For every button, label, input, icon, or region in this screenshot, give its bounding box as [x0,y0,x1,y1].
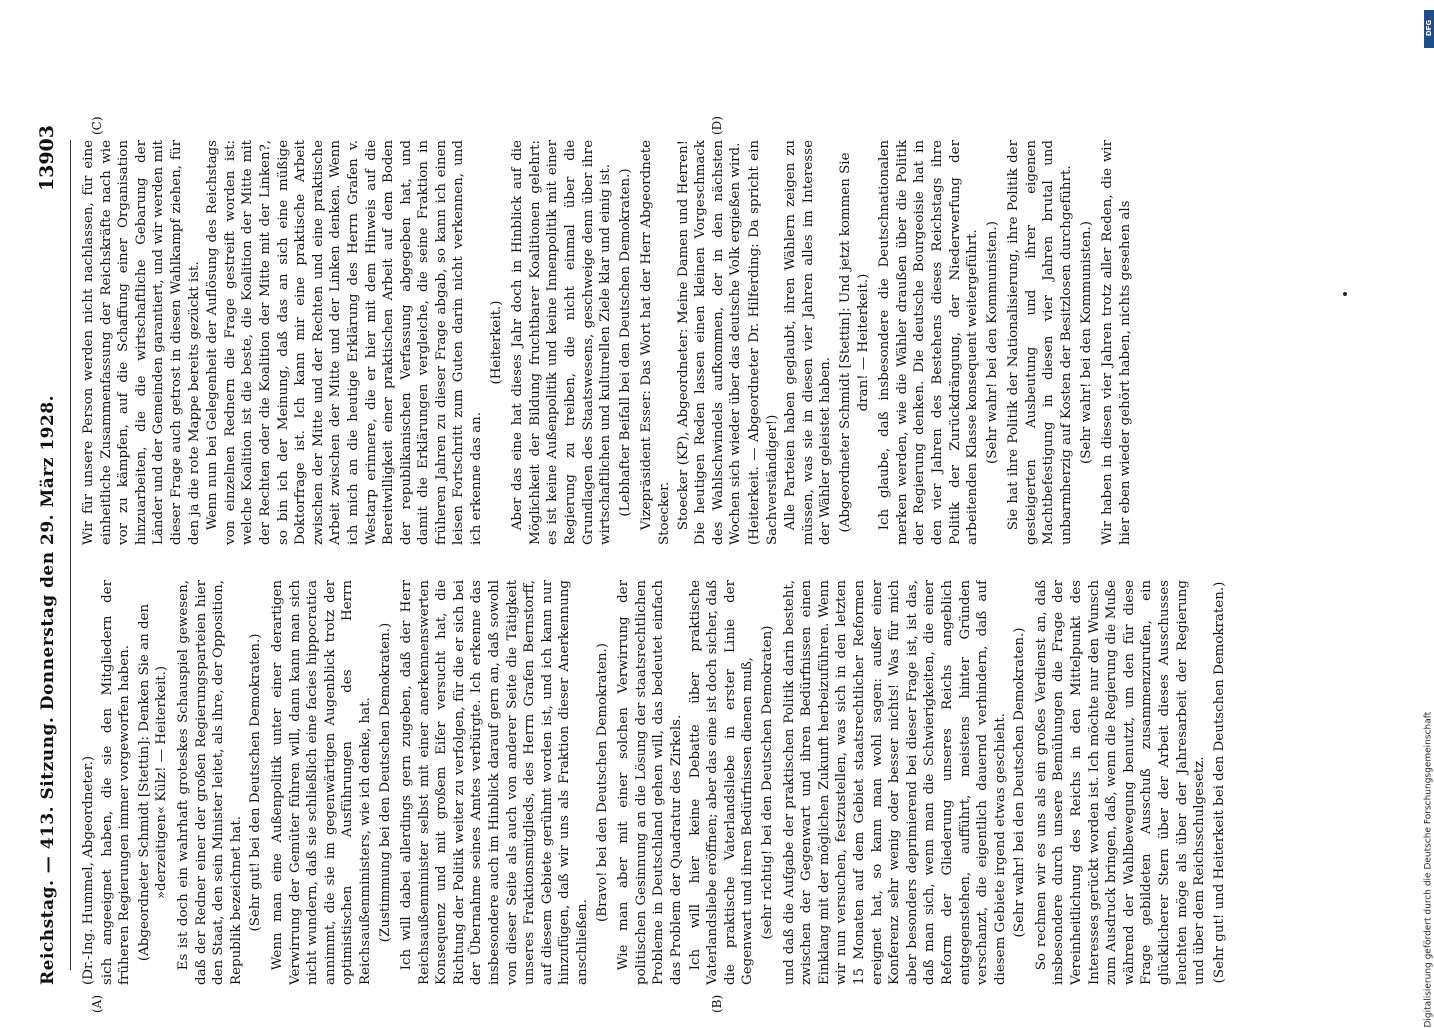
running-head: Reichstag. — 413. Sitzung. Donnerstag den 29. März 1928. [38,394,58,985]
right-column-paragraph: Vizepräsident Esser: Das Wort hat der Herr Abgeordnete Stoecker. [639,140,672,545]
left-column-paragraph: (Abgeordneter Schmidt [Stettin]: Denken Sie an den »derzeitigen« Külz! — Heiterkeit.) [136,603,170,962]
left-column-paragraph: Wie man aber mit einer solchen Verwirrung der politischen Gesinnung an die Lösung der staatsrechtlichen Probleme in Deutschland gehen will, das bedeutet einfach das Problem der Quadratur des Zirkels. [616,580,684,985]
left-column-paragraph: sich angeeignet haben, die sie den Mitgliedern der früheren Regierungen immer vorgeworfen haben. [99,580,133,985]
right-column-paragraph: Ich glaube, daß insbesondere die Deutschnationalen merken werden, wie die Wähler draußen über die Politik der Regierung denken. Die deutsche Bourgeoisie hat in den vier Jahren des Bestehens dieses Reichstags ihre Politik der Zurückdrängung, der Niederwerfung der arbeitenden Klasse konsequent weitergeführt. [877,140,981,545]
dfg-logo-text: DFG [1425,19,1433,37]
left-column-paragraph: (Zustimmung bei den Deutschen Demokraten.) [377,622,393,943]
left-column-paragraph: (sehr richtig! bei den Deutschen Demokraten) [759,625,775,940]
header-rule [70,140,71,970]
right-column-paragraph: Sie hat ihre Politik der Nationalisierung, ihre Politik der gesteigerten Ausbeutung und ihrer eigenen Machtbefestigung in diesen vier Jahren brutal und unbarmherzig auf Kosten der Besitzlosen durchgeführt. [1006,140,1075,545]
right-column-paragraph: Wir haben in diesen vier Jahren trotz aller Reden, die wir hier eben wieder gehört haben, nichts gesehen als [1100,140,1133,545]
right-column-paragraph: (Lebhafter Beifall bei den Deutschen Demokraten.) [617,168,633,517]
page-number: 13903 [36,125,58,192]
ink-speck [1343,292,1347,296]
left-column-paragraph: Ich will hier keine Debatte über praktische Vaterlandsliebe eröffnen; aber das eine ist doch sicher, daß die praktische Vaterlandsliebe in erster Linie der Gegenwart und ihren Bedürfnissen dienen muß, [687,580,756,985]
funding-notice: Digitalisierung gefördert durch die Deutsche Forschungsgemeinschaft [1423,711,1434,1028]
left-column-paragraph: und daß die Aufgabe der praktischen Politik darin besteht, zwischen der Gegenwart und ihren Bedürfnissen einen Einklang mit der möglichen Zukunft herbeizuführen. Wenn wir nun versuchen, festzustellen, was sich in den letzten 15 Monaten auf dem Gebiet staatsrechtlicher Reformen ereignet hat, so kann man wohl sagen: außer einer Konferenz sehr wenig oder besser nichts! Was für mich aber besonders deprimierend bei dieser Frage ist, ist das, daß man sich, wenn man die Schwierigkeiten, die einer Reform der Gliederung unseres Reichs angeblich entgegenstehen, aufführt, meistens hinter Gründen verschanzt, die eigentlich dauernd verhindern, daß auf diesem Gebiete irgend etwas geschieht. [781,580,1008,985]
margin-mark-a: (A) [90,994,104,1013]
right-column-paragraph: (Sehr wahr! bei den Kommunisten.) [1078,220,1094,465]
left-column-paragraph: (Dr.-Ing. Hummel, Abgeordneter.) [81,755,96,985]
right-column-paragraph: (Sehr wahr! bei den Kommunisten.) [984,220,1000,465]
right-column [80,140,1360,545]
right-column-paragraph: Wir für unsere Person werden nicht nachlassen, für eine einheitliche Zusammenfassung der Reichskräfte nach wie vor zu kämpfen, auf die Schaffung einer Organisation hinzuarbeiten, die die wirtschaftliche Gebarung der Länder und der Gemeinden garantiert, und wir werden mit dieser Frage auch getrost in diesen Wahlkampf ziehen, für den ja die rote Mappe bereits gezückt ist. [81,140,202,545]
left-column-paragraph: (Sehr gut! und Heiterkeit bei den Deutschen Demokraten.) [1211,581,1227,984]
left-column-paragraph: Ich will dabei allerdings gern zugeben, daß der Herr Reichsaußenminister selbst mit einer anerkennenswerten Konsequenz und mit großem Eifer versucht hat, die Richtung der Politik weiter zu verfolgen, für die er sich bei der Übernahme seines Amtes verbürgte. Ich erkenne das insbesondere auch im Hinblick darauf gern an, daß sowohl von dieser Seite als auch von anderer Seite die Tätigkeit unseres Fraktionsmitglieds, des Herrn Grafen Bernstorff, auf diesem Gebiete gerühmt worden ist, und ich kann nur hinzufügen, daß wir uns als Fraktion dieser Anerkennung anschließen. [399,580,591,985]
left-column-paragraph: So rechnen wir es uns als ein großes Verdienst an, daß insbesondere durch unsere Bemühungen die Frage der Vereinheitlichung des Reichs in den Mittelpunkt des Interesses gerückt worden ist. Ich möchte nur den Wunsch zum Ausdruck bringen, daß, wenn die Regierung die Muße während der Wahlbewegung benutzt, um den für diese Frage gebildeten Ausschuß zusammenzurufen, ein glücklicherer Stern über der Arbeit dieses Ausschusses leuchten möge als über der Jahresarbeit der Regierung und über dem Reichsschulgesetz. [1033,580,1208,985]
right-column-paragraph: (Heiterkeit. — Abgeordneter Dr. Hilferding: Da spricht ein Sachverständiger!) [746,140,780,545]
left-column-paragraph: (Sehr wahr! bei den Deutschen Demokraten.) [1012,627,1028,938]
right-column-paragraph: (Abgeordneter Schmidt [Stettin]: Und jetzt kommen Sie dran! — Heiterkeit.) [837,152,871,533]
left-column [80,580,1360,985]
left-column-paragraph: Wenn man eine Außenpolitik unter einer derartigen Verwirrung der Gemüter führen will, dann kann man sich nicht wundern, daß sie schließlich eine facies hippocratica annimmt, die sie im gegenwärtigen Augenblick trotz der optimistischen Ausführungen des Herrn Reichsaußenministers, wie ich denke, hat. [269,580,373,985]
left-column-paragraph: (Bravo! bei den Deutschen Demokraten.) [594,643,610,922]
margin-mark-d: (D) [710,116,724,135]
left-column-paragraph: (Sehr gut! bei den Deutschen Demokraten.) [248,633,264,932]
right-column-paragraph: Aber das eine hat dieses Jahr doch in Hinblick auf die Möglichkeit der Bildung fruchtbarer Koalitionen gelehrt: es ist keine Außenpolitik und keine Innenpolitik mit einer Regierung zu treiben, die nicht einmal über die Grundlagen des Staatswesens, geschweige denn über ihre wirtschaftlichen und kulturellen Ziele klar und einig ist. [510,140,614,545]
right-column-paragraph: Wenn nun bei Gelegenheit der Auflösung des Reichstags von einzelnen Rednern die Frage gestreift worden ist: welche Koalition ist die beste, die Koalition der Mitte mit der Rechten oder die Koalition der Mitte mit der Linken?, so bin ich der Meinung, daß das an sich eine müßige Doktorfrage ist. Ich kann mir eine praktische Arbeit zwischen der Mitte und der Rechten und eine praktische Arbeit zwischen der Mitte und der Linken denken. Wenn ich mich an die heutige Erklärung des Herrn Grafen v. Westarp erinnere, die er hier mit dem Hinweis auf die Bereitwilligkeit einer praktischen Arbeit auf dem Boden der republikanischen Verfassung abgegeben hat, und damit die Erklärungen vergleiche, die seine Fraktion in früheren Jahren zu dieser Frage abgab, so kann ich einen leisen Fortschritt zum Guten darin nicht verkennen, und ich erkenne das an. [205,140,485,545]
right-column-paragraph: (Heiterkeit.) [488,300,504,385]
page-header [30,125,70,985]
right-column-paragraph: Alle Parteien haben geglaubt, ihren Wählern zeigen zu müssen, was sie in diesen vier Jahren alles im Interesse der Wähler geleistet haben. [783,140,834,545]
right-column-paragraph: Stoecker (KP), Abgeordneter: Meine Damen und Herren! Die heutigen Reden lassen einen kleinen Vorgeschmack des Wahlschwindels aufkommen, der in den nächsten Wochen sich wieder über das deutsche Volk ergießen wird. [675,140,744,545]
left-column-paragraph: Es ist doch ein wahrhaft groteskes Schauspiel gewesen, daß der Redner einer der großen Regierungsparteien hier den Staat, den sein Minister leitet, als ihre, der Opposition, Republik bezeichnet hat. [175,580,244,985]
margin-mark-c: (C) [90,116,104,135]
document-page [30,116,1360,1013]
margin-mark-b: (B) [710,994,724,1013]
digitization-sidebar [1423,10,1434,1028]
